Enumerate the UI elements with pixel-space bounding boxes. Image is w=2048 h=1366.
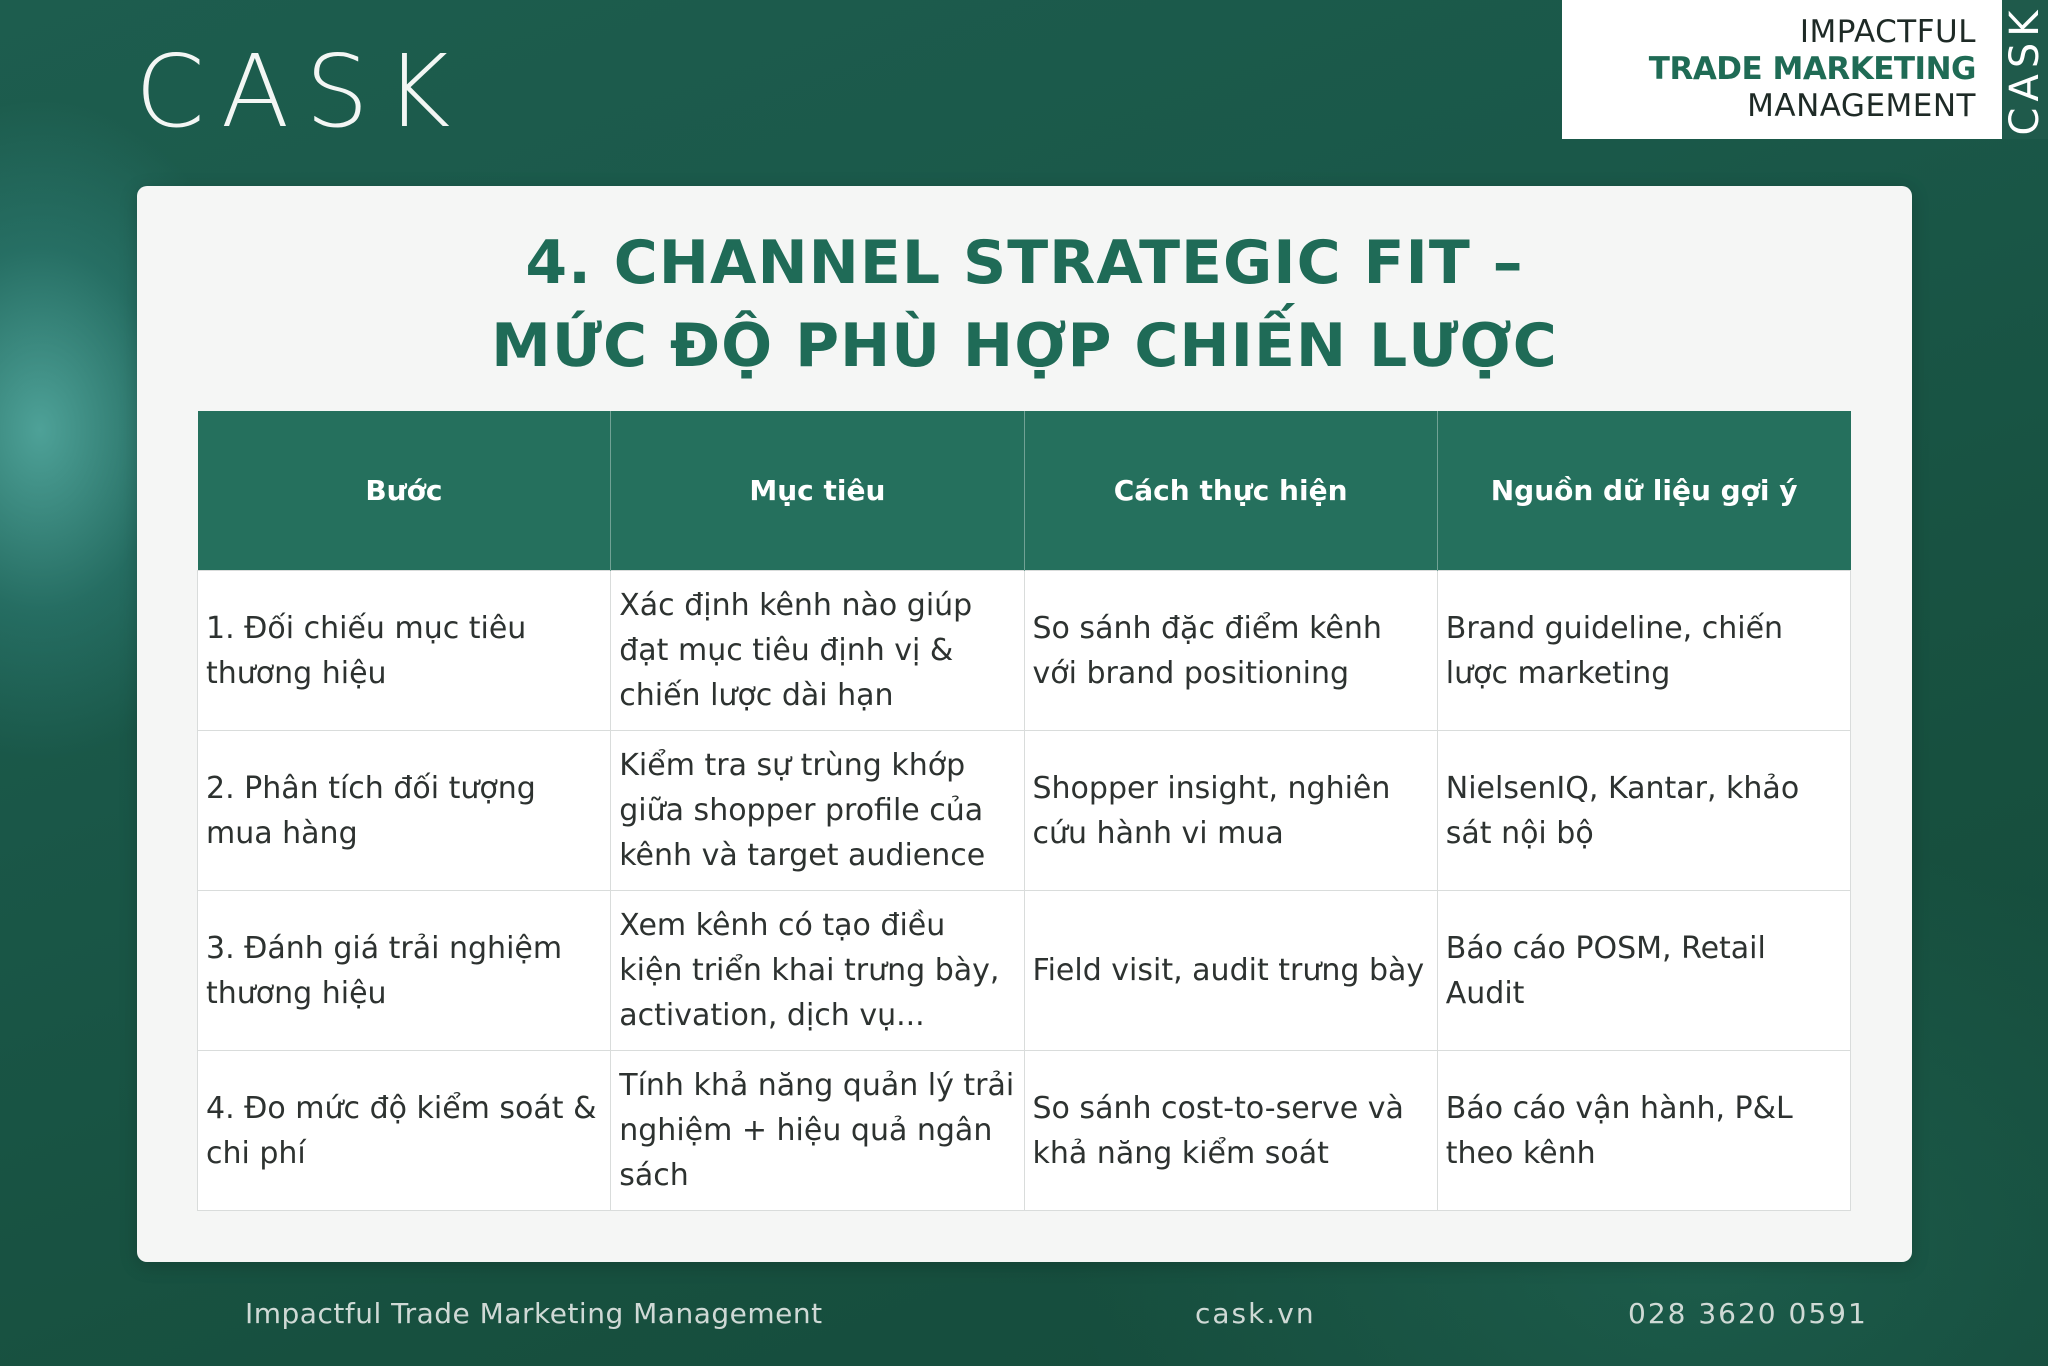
table-row <box>198 731 1851 891</box>
badge-side-strip <box>2002 0 2048 139</box>
table-header-row <box>198 411 1851 571</box>
table-row <box>198 891 1851 1051</box>
cell-data-source: Báo cáo POSM, Retail Audit <box>1437 891 1850 1051</box>
content-card <box>137 186 1912 1262</box>
cell-method: Field visit, audit trưng bày <box>1024 891 1437 1051</box>
header-data-source: Nguồn dữ liệu gợi ý <box>1437 411 1850 571</box>
table-row <box>198 571 1851 731</box>
title-line-2: MỨC ĐỘ PHÙ HỢP CHIẾN LƯỢC <box>491 311 1558 381</box>
table-row <box>198 1051 1851 1211</box>
badge-line-management: MANAGEMENT <box>1747 88 1976 124</box>
slide-title <box>137 222 1912 388</box>
footer-website-link[interactable]: cask.vn <box>1195 1297 1316 1330</box>
header-objective: Mục tiêu <box>611 411 1024 571</box>
badge-text <box>1649 14 1976 125</box>
cell-data-source: NielsenIQ, Kantar, khảo sát nội bộ <box>1437 731 1850 891</box>
cell-step: 2. Phân tích đối tượng mua hàng <box>198 731 611 891</box>
badge-vertical-logo: CASK <box>2002 4 2048 135</box>
header-step: Bước <box>198 411 611 571</box>
cell-method: So sánh đặc điểm kênh với brand positioning <box>1024 571 1437 731</box>
badge-line-impactful: IMPACTFUL <box>1799 14 1976 50</box>
badge-line-trade-marketing: TRADE MARKETING <box>1648 51 1976 87</box>
footer-tagline: Impactful Trade Marketing Management <box>245 1297 823 1330</box>
footer-phone: 028 3620 0591 <box>1628 1297 1868 1330</box>
cell-objective: Xác định kênh nào giúp đạt mục tiêu định vị & chiến lược dài hạn <box>611 571 1024 731</box>
cell-step: 4. Đo mức độ kiểm soát & chi phí <box>198 1051 611 1211</box>
cell-method: Shopper insight, nghiên cứu hành vi mua <box>1024 731 1437 891</box>
title-line-1: 4. CHANNEL STRATEGIC FIT – <box>525 228 1524 298</box>
cell-step: 3. Đánh giá trải nghiệm thương hiệu <box>198 891 611 1051</box>
cell-data-source: Báo cáo vận hành, P&L theo kênh <box>1437 1051 1850 1211</box>
cell-step: 1. Đối chiếu mục tiêu thương hiệu <box>198 571 611 731</box>
cell-objective: Tính khả năng quản lý trải nghiệm + hiệu quả ngân sách <box>611 1051 1024 1211</box>
cask-logo: CASK <box>135 33 467 150</box>
cell-objective: Kiểm tra sự trùng khớp giữa shopper profile của kênh và target audience <box>611 731 1024 891</box>
cell-data-source: Brand guideline, chiến lược marketing <box>1437 571 1850 731</box>
cell-objective: Xem kênh có tạo điều kiện triển khai trưng bày, activation, dịch vụ... <box>611 891 1024 1051</box>
header-method: Cách thực hiện <box>1024 411 1437 571</box>
cell-method: So sánh cost-to-serve và khả năng kiểm soát <box>1024 1051 1437 1211</box>
strategic-fit-table <box>197 411 1851 1211</box>
brand-badge <box>1562 0 2048 139</box>
